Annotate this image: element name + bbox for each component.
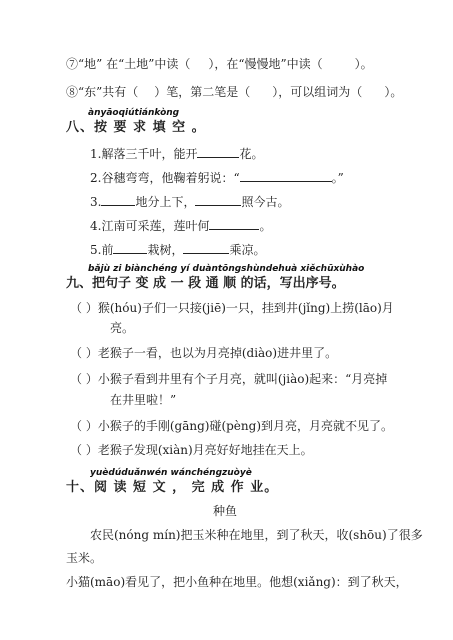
section9-heading: 九、把句子 变 成 一 段 通 顺 的话，写出序号。: [66, 276, 345, 291]
section8-item-3-pre: 3.: [90, 195, 102, 209]
section9-item-3-text: 小猴子看到井里有个子月亮，就叫(jiào)起来：“月亮掉: [97, 372, 388, 386]
answer-blank[interactable]: [240, 169, 332, 182]
section8-item-3: [90, 193, 289, 210]
section9-item-4-text: 小猴子的手刚(gāng)碰(pèng)到月亮，月亮就不见了。: [97, 419, 393, 433]
section9-item-5: [70, 442, 313, 458]
section8-item-1-pre: 1.解落三千叶，能开: [90, 147, 198, 161]
section9-item-2-text: 老猴子一看，也以为月亮掉(diào)进井里了。: [97, 346, 338, 360]
section8-item-1: [90, 145, 263, 162]
fill-item-8-text-b: ）笔，第二笔是（: [154, 85, 251, 99]
section9-item-1-cont: 亮。: [110, 321, 135, 335]
section9-item-3: [70, 371, 387, 387]
section9-item-1-text: 猴(hóu)子们一只接(jiē)一只，挂到井(jǐng)上捞(lāo)月: [97, 301, 394, 315]
section8-pinyin: ànyāoqiútiánkòng: [88, 108, 180, 118]
section8-item-3-post2: 照今古。: [241, 195, 290, 209]
fill-item-8-text-a: ⑧“东”共有（: [66, 85, 139, 99]
fill-item-7-text-b: ），在“慢慢地”中读（: [208, 57, 323, 71]
passage-para1-line2: 玉米。: [66, 551, 103, 565]
section8-item-2-pre: 2.谷穗弯弯，他鞠着躬说：“: [90, 171, 240, 185]
answer-blank[interactable]: [195, 193, 241, 206]
section8-item-3-post: 地分上下，: [135, 195, 196, 209]
section8-item-4-pre: 4.江南可采莲，莲叶何: [90, 219, 210, 233]
section10-heading: 十、阅 读 短 文 ， 完 成 作 业。: [66, 480, 279, 495]
order-paren[interactable]: （ ）: [70, 346, 98, 360]
section8-heading: 八、按 要 求 填 空 。: [66, 120, 206, 135]
section8-item-5-post: 栽树，: [147, 243, 184, 257]
answer-blank[interactable]: [209, 217, 259, 230]
fill-item-8: [66, 84, 402, 100]
section8-item-4-post: 。: [259, 219, 272, 233]
fill-item-7: [66, 56, 373, 72]
section9-item-2: [70, 345, 337, 361]
section10-pinyin: yuèdúduǎnwén wánchéngzuòyè: [90, 468, 252, 478]
section9-item-1: [70, 300, 394, 316]
fill-item-8-text-c: ），可以组词为（: [272, 85, 363, 99]
answer-blank[interactable]: [197, 145, 239, 158]
section8-item-5-post2: 乘凉。: [229, 243, 266, 257]
passage-para2-line1: 小猫(māo)看见了，把小鱼种在地里。他想(xiǎng)：到了秋天，: [66, 575, 408, 589]
order-paren[interactable]: （ ）: [70, 372, 98, 386]
section9-item-3-cont: 在井里啦！”: [110, 393, 177, 407]
answer-blank[interactable]: [183, 241, 229, 254]
section8-item-4: [90, 217, 271, 234]
section9-item-4: [70, 418, 393, 434]
fill-item-7-text-c: ）。: [354, 57, 373, 71]
section8-item-2: [90, 169, 344, 186]
section8-item-5-pre: 5.前: [90, 243, 114, 257]
order-paren[interactable]: （ ）: [70, 419, 98, 433]
passage-title: 种鱼: [213, 504, 238, 518]
section8-item-1-post: 花。: [239, 147, 264, 161]
answer-blank[interactable]: [113, 241, 147, 254]
section9-pinyin: bǎjù zi biànchéng yí duàntōngshùndehuà xiěchūxùhào: [88, 264, 365, 274]
passage-para1-line1: 农民(nóng mín)把玉米种在地里，到了秋天，收(shōu)了很多: [90, 528, 423, 542]
fill-item-8-text-d: ）。: [384, 85, 403, 99]
order-paren[interactable]: （ ）: [70, 301, 98, 315]
section9-item-5-text: 老猴子发现(xiàn)月亮好好地挂在天上。: [97, 443, 313, 457]
answer-blank[interactable]: [101, 193, 135, 206]
section8-item-5: [90, 241, 265, 258]
section8-item-2-post: 。”: [331, 171, 344, 185]
fill-item-7-text-a: ⑦“地” 在“土地”中读（: [66, 57, 191, 71]
order-paren[interactable]: （ ）: [70, 443, 98, 457]
